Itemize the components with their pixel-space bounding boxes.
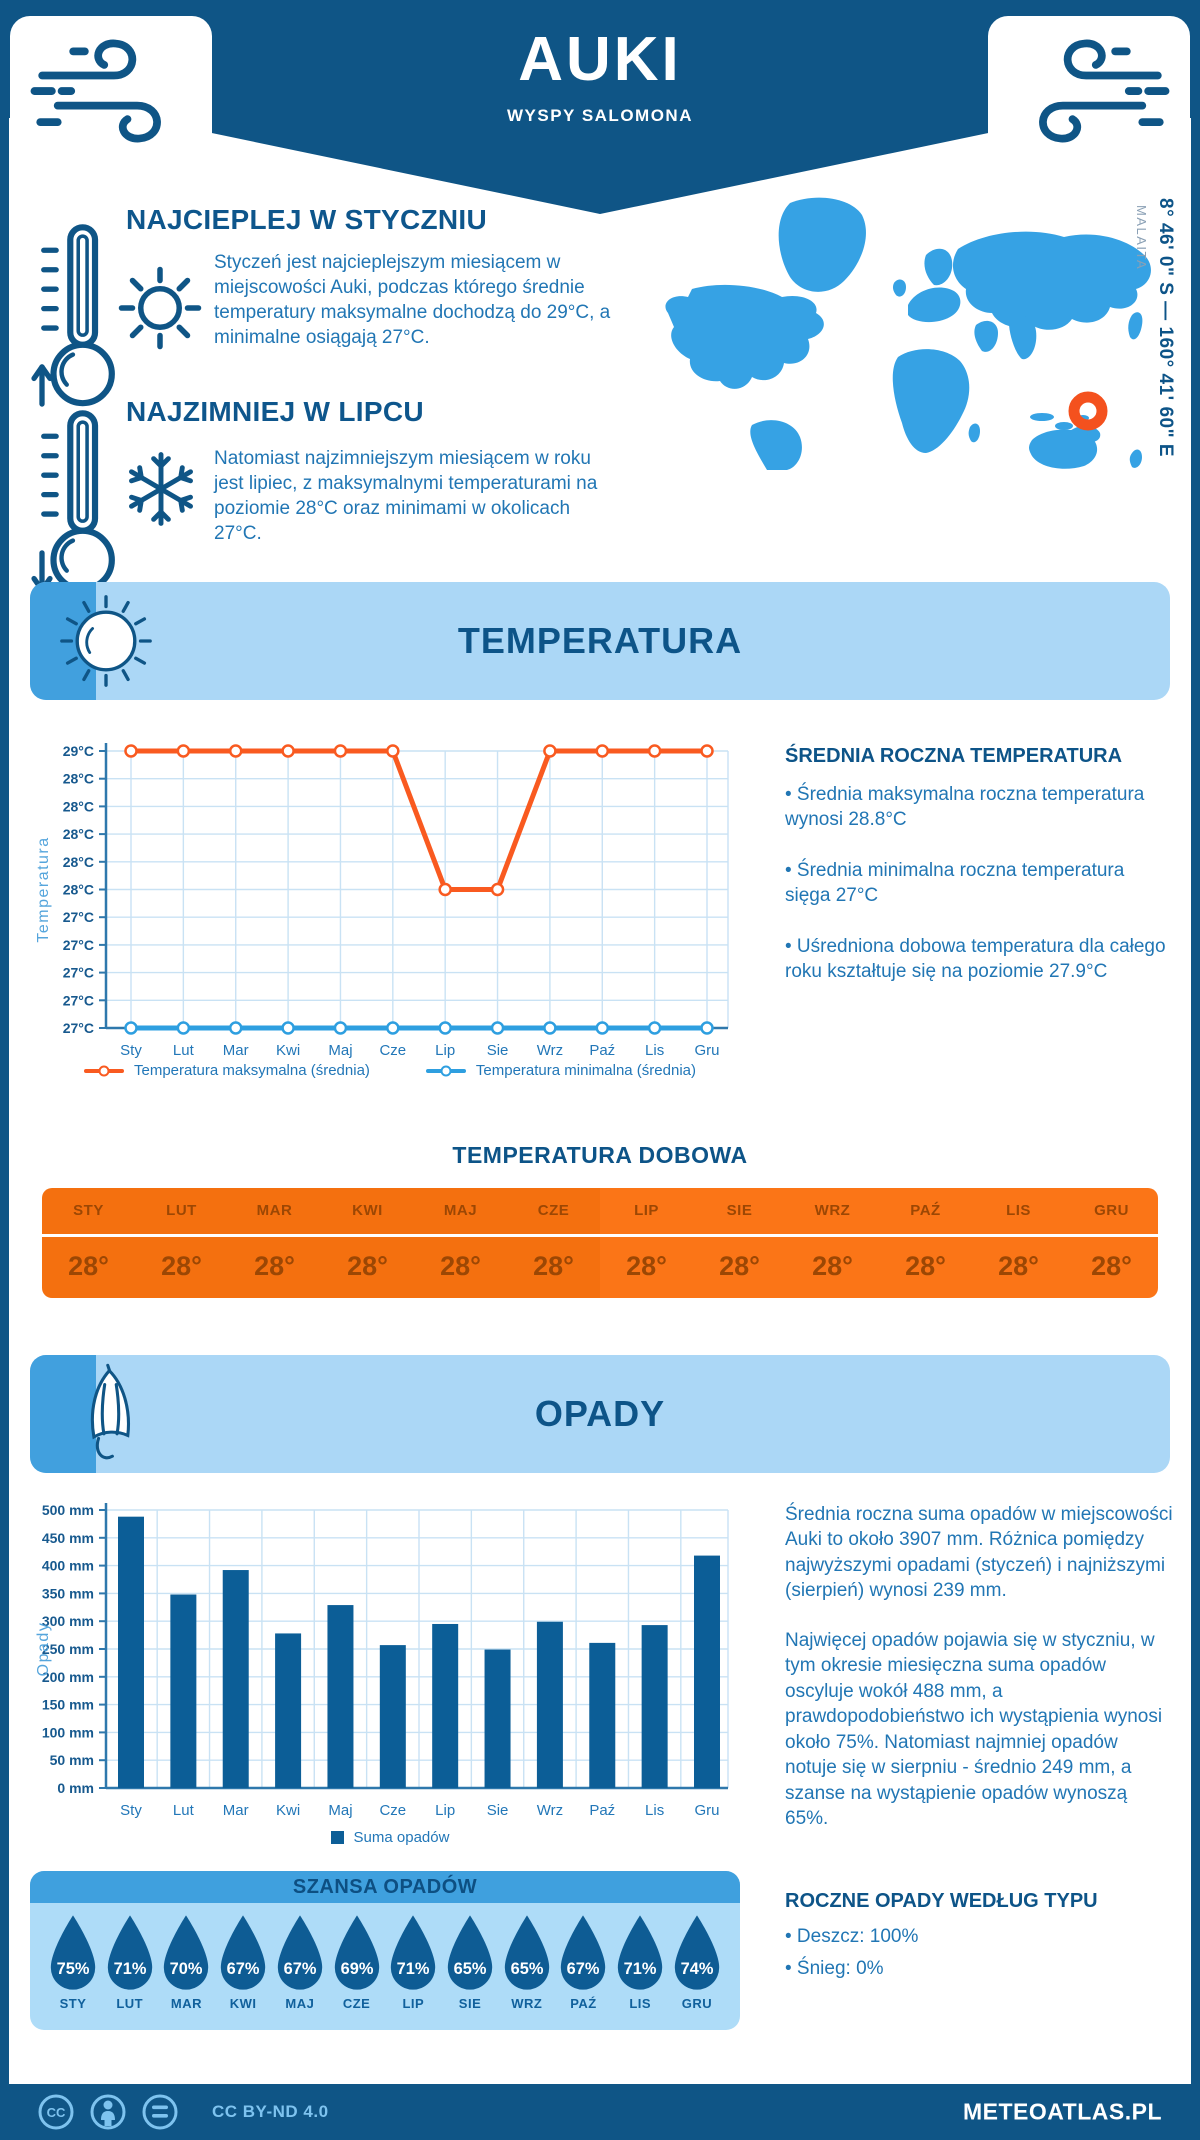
svg-text:350 mm: 350 mm xyxy=(41,1585,94,1602)
sun-icon xyxy=(116,264,204,352)
svg-text:28°C: 28°C xyxy=(62,798,94,815)
daily-table-column xyxy=(786,1188,879,1298)
daily-table-column xyxy=(879,1188,972,1298)
svg-text:75%: 75% xyxy=(56,1960,90,1979)
daily-table-column xyxy=(693,1188,786,1298)
svg-text:Sty: Sty xyxy=(120,1802,142,1819)
table-divider xyxy=(42,1234,1158,1237)
rain-chance-drops xyxy=(30,1903,740,2011)
daily-table-value: 28° xyxy=(68,1251,109,1281)
daily-table-value: 28° xyxy=(998,1251,1039,1281)
data-point xyxy=(649,1023,660,1034)
svg-text:Sie: Sie xyxy=(486,1042,509,1059)
license-label: CC BY-ND 4.0 xyxy=(212,2102,329,2121)
svg-text:Lip: Lip xyxy=(435,1802,456,1819)
temperature-line-chart xyxy=(30,735,750,1085)
rain-chance-drop xyxy=(670,1913,724,2011)
footer-bar xyxy=(0,2084,1200,2140)
precipitation-types-title: ROCZNE OPADY WEDŁUG TYPU xyxy=(785,1890,1098,1912)
data-point xyxy=(126,1023,137,1034)
svg-text:28°C: 28°C xyxy=(62,853,94,870)
page-title: AUKI xyxy=(518,25,682,94)
rain-chance-drop xyxy=(443,1913,497,2011)
svg-text:65%: 65% xyxy=(453,1960,487,1979)
bar xyxy=(642,1625,668,1788)
water-drop-icon xyxy=(273,1913,327,1993)
water-drop-icon xyxy=(216,1913,270,1993)
svg-text:50 mm: 50 mm xyxy=(49,1752,94,1769)
svg-text:Paź: Paź xyxy=(589,1802,616,1819)
svg-text:29°C: 29°C xyxy=(62,743,94,759)
bar xyxy=(485,1650,511,1788)
rain-chance-month: LIS xyxy=(629,1996,652,2011)
brand-label: METEOATLAS.PL xyxy=(962,2098,1162,2125)
rain-chance-month: SIE xyxy=(458,1996,482,2011)
warmest-text: Styczeń jest najcieplejszym miesiącem w miejscowości Auki, podczas którego średnie temperatury maksymalne dochodzą do 29°C, a minimalne osiągają 27°C. xyxy=(214,252,611,349)
daily-table-month: STY xyxy=(73,1202,104,1219)
cc-license-icons xyxy=(36,2092,186,2132)
legend-item: Temperatura minimalna (średnia) xyxy=(426,1062,696,1079)
rain-chance-drop xyxy=(273,1913,327,2011)
data-point xyxy=(335,1023,346,1034)
data-point xyxy=(126,746,137,757)
page-border-right xyxy=(1191,0,1200,2140)
rain-chance-drop xyxy=(556,1913,610,2011)
svg-text:67%: 67% xyxy=(226,1960,260,1979)
water-drop-icon xyxy=(443,1913,497,1993)
svg-text:Maj: Maj xyxy=(328,1042,353,1059)
bar xyxy=(694,1556,720,1788)
rain-chance-month: CZE xyxy=(342,1996,371,2011)
daily-table-value: 28° xyxy=(905,1251,946,1281)
data-point xyxy=(544,1023,555,1034)
water-drop-icon xyxy=(670,1913,724,1993)
daily-table-month: MAR xyxy=(256,1202,293,1219)
legend-item: Suma opadów xyxy=(331,1829,450,1846)
bar xyxy=(589,1643,615,1788)
daily-table-column xyxy=(507,1188,600,1298)
svg-text:28°C: 28°C xyxy=(62,770,94,787)
water-drop-icon xyxy=(159,1913,213,1993)
water-drop-icon xyxy=(330,1913,384,1993)
svg-text:0 mm: 0 mm xyxy=(57,1780,94,1796)
water-drop-icon xyxy=(613,1913,667,1993)
svg-text:71%: 71% xyxy=(113,1960,147,1979)
daily-table-value: 28° xyxy=(533,1251,574,1281)
daily-table-month: LIS xyxy=(1006,1202,1031,1219)
precipitation-type-item: • Śnieg: 0% xyxy=(785,1958,884,1979)
rain-chance-month: WRZ xyxy=(511,1996,543,2011)
daily-temperature-title: TEMPERATURA DOBOWA xyxy=(452,1142,748,1168)
water-drop-icon xyxy=(500,1913,554,1993)
svg-text:Wrz: Wrz xyxy=(536,1042,564,1059)
warmest-heading: NAJCIEPLEJ W STYCZNIU xyxy=(126,204,488,235)
rain-chance-drop xyxy=(500,1913,554,2011)
daily-table-column xyxy=(135,1188,228,1298)
rain-chance-month: PAŹ xyxy=(570,1996,597,2011)
daily-table-column xyxy=(972,1188,1065,1298)
svg-text:27°C: 27°C xyxy=(62,1020,94,1036)
daily-table-value: 28° xyxy=(254,1251,295,1281)
svg-text:300 mm: 300 mm xyxy=(41,1613,94,1630)
rain-chance-title: SZANSA OPADÓW xyxy=(30,1871,740,1903)
bar xyxy=(118,1517,144,1788)
daily-table-column xyxy=(228,1188,321,1298)
svg-text:100 mm: 100 mm xyxy=(41,1724,94,1741)
svg-text:500 mm: 500 mm xyxy=(41,1502,94,1518)
rain-chance-panel xyxy=(30,1871,740,2030)
svg-text:Kwi: Kwi xyxy=(276,1802,301,1819)
svg-text:Wrz: Wrz xyxy=(536,1802,564,1819)
daily-table-month: WRZ xyxy=(814,1202,851,1219)
data-point xyxy=(702,746,713,757)
svg-text:Gru: Gru xyxy=(694,1802,720,1819)
rain-chance-month: MAR xyxy=(170,1996,202,2011)
bar xyxy=(432,1624,458,1788)
temperature-stat-item: • Średnia maksymalna roczna temperatura wynosi 28.8°C xyxy=(785,784,1145,831)
daily-table-column xyxy=(42,1188,135,1298)
data-point xyxy=(387,1023,398,1034)
rain-chance-month: LIP xyxy=(402,1996,425,2011)
coldest-text: Natomiast najzimniejszym miesiącem w roku jest lipiec, z maksymalnymi temperaturami na poziomie 28°C oraz minimami w okolicach 27°C. xyxy=(214,448,598,545)
rain-chance-drop xyxy=(216,1913,270,2011)
svg-text:Gru: Gru xyxy=(694,1042,720,1059)
svg-text:Kwi: Kwi xyxy=(276,1042,301,1059)
daily-table-month: SIE xyxy=(726,1202,753,1219)
svg-text:250 mm: 250 mm xyxy=(41,1641,94,1657)
svg-text:Sie: Sie xyxy=(486,1802,509,1819)
daily-table-month: KWI xyxy=(352,1202,383,1219)
svg-text:400 mm: 400 mm xyxy=(41,1557,94,1574)
data-point xyxy=(387,746,398,757)
svg-text:Maj: Maj xyxy=(328,1802,353,1819)
svg-text:Lut: Lut xyxy=(172,1042,194,1059)
data-point xyxy=(230,746,241,757)
bar xyxy=(537,1622,563,1788)
rain-chance-drop xyxy=(159,1913,213,2011)
data-point xyxy=(283,746,294,757)
svg-text:74%: 74% xyxy=(680,1960,714,1979)
precipitation-type-item: • Deszcz: 100% xyxy=(785,1926,919,1947)
water-drop-icon xyxy=(386,1913,440,1993)
svg-text:27°C: 27°C xyxy=(62,909,94,926)
daily-table-value: 28° xyxy=(161,1251,202,1281)
rain-chance-drop xyxy=(46,1913,100,2011)
data-point xyxy=(335,746,346,757)
water-drop-icon xyxy=(46,1913,100,1993)
snowflake-icon xyxy=(120,448,202,530)
svg-text:150 mm: 150 mm xyxy=(41,1696,94,1713)
daily-table-month: MAJ xyxy=(443,1202,478,1219)
data-point xyxy=(597,746,608,757)
svg-text:69%: 69% xyxy=(340,1960,373,1979)
precipitation-chart-legend xyxy=(60,1829,720,1846)
region-label: MALAITA xyxy=(1134,205,1149,271)
precipitation-section-title: OPADY xyxy=(534,1393,666,1434)
coldest-heading: NAJZIMNIEJ W LIPCU xyxy=(126,396,424,427)
svg-text:CC: CC xyxy=(46,2105,66,2120)
svg-text:Sty: Sty xyxy=(120,1042,142,1059)
svg-text:Lip: Lip xyxy=(435,1042,456,1059)
precipitation-paragraph: Średnia roczna suma opadów w miejscowości Auki to około 3907 mm. Różnica pomiędzy najwyższymi opadami (styczeń) i najniższymi (sierpień) wynosi 239 mm. xyxy=(785,1504,1173,1602)
temperature-section-banner xyxy=(30,582,1170,700)
temperature-stat-item: • Średnia minimalna roczna temperatura sięga 27°C xyxy=(785,860,1125,907)
daily-table-column xyxy=(1065,1188,1158,1298)
svg-text:27°C: 27°C xyxy=(62,992,94,1009)
data-point xyxy=(597,1023,608,1034)
rain-chance-month: LUT xyxy=(116,1996,144,2011)
rain-chance-month: MAJ xyxy=(285,1996,315,2011)
svg-text:28°C: 28°C xyxy=(62,881,94,898)
bar xyxy=(223,1570,249,1788)
rain-chance-month: KWI xyxy=(229,1996,257,2011)
world-map xyxy=(640,185,1160,470)
daily-table-column xyxy=(600,1188,693,1298)
svg-text:67%: 67% xyxy=(567,1960,600,1979)
thermometer-up-icon xyxy=(30,222,130,412)
line-series xyxy=(131,751,707,890)
thermometer-down-icon xyxy=(30,408,130,598)
data-point xyxy=(440,884,451,895)
svg-text:Opady: Opady xyxy=(35,1621,52,1677)
water-drop-icon xyxy=(103,1913,157,1993)
svg-text:27°C: 27°C xyxy=(62,936,94,953)
data-point xyxy=(178,1023,189,1034)
daily-table-value: 28° xyxy=(626,1251,667,1281)
rain-chance-drop xyxy=(330,1913,384,2011)
daily-table-month: LIP xyxy=(634,1202,659,1219)
svg-text:65%: 65% xyxy=(510,1960,544,1979)
bar xyxy=(275,1633,301,1788)
daily-table-value: 28° xyxy=(347,1251,388,1281)
svg-text:Lut: Lut xyxy=(172,1802,194,1819)
precipitation-paragraph: Najwięcej opadów pojawia się w styczniu, w tym okresie miesięczna suma opadów oscyluje wokół 488 mm, a prawdopodobieństwo ich wystąpienia wynosi około 75%. Natomiast najmniej opadów notuje się w sierpniu - średnio 249 mm, a szanse na wystąpienie opadów wynoszą 65%. xyxy=(785,1630,1163,1830)
coordinates-label: 8° 46' 0" S — 160° 41' 60" E xyxy=(1155,198,1176,458)
rain-chance-month: STY xyxy=(59,1996,87,2011)
data-point xyxy=(544,746,555,757)
temperature-section-title: TEMPERATURA xyxy=(457,620,743,661)
svg-text:70%: 70% xyxy=(170,1960,203,1979)
bar xyxy=(380,1645,406,1788)
daily-table-column xyxy=(414,1188,507,1298)
svg-text:71%: 71% xyxy=(623,1960,657,1979)
daily-table-column xyxy=(321,1188,414,1298)
rain-chance-drop xyxy=(386,1913,440,2011)
svg-text:Lis: Lis xyxy=(645,1802,665,1819)
water-drop-icon xyxy=(556,1913,610,1993)
svg-text:Paź: Paź xyxy=(589,1042,616,1059)
svg-text:Cze: Cze xyxy=(379,1042,407,1059)
data-point xyxy=(283,1023,294,1034)
bar xyxy=(170,1595,196,1788)
svg-text:450 mm: 450 mm xyxy=(41,1529,94,1546)
precipitation-section-banner xyxy=(30,1355,1170,1473)
daily-table-month: GRU xyxy=(1094,1202,1129,1219)
svg-text:200 mm: 200 mm xyxy=(41,1668,94,1685)
daily-table-month: PAŹ xyxy=(910,1202,941,1219)
page-border-left xyxy=(0,0,9,2140)
svg-text:Mar: Mar xyxy=(222,1802,249,1819)
daily-table-month: CZE xyxy=(537,1202,570,1219)
svg-text:27°C: 27°C xyxy=(62,964,94,981)
daily-table-value: 28° xyxy=(812,1251,853,1281)
svg-text:28°C: 28°C xyxy=(62,826,94,843)
rain-chance-month: GRU xyxy=(681,1996,713,2011)
data-point xyxy=(702,1023,713,1034)
data-point xyxy=(440,1023,451,1034)
temperature-chart-legend xyxy=(60,1062,720,1079)
daily-temperature-table xyxy=(42,1188,1158,1298)
temperature-stats-title: ŚREDNIA ROCZNA TEMPERATURA xyxy=(785,745,1123,767)
daily-table-month: LUT xyxy=(166,1202,197,1219)
data-point xyxy=(492,1023,503,1034)
temperature-stat-item: • Uśredniona dobowa temperatura dla całego roku kształtuje się na poziomie 27.9°C xyxy=(785,936,1166,983)
svg-text:Mar: Mar xyxy=(222,1042,249,1059)
bar xyxy=(327,1605,353,1788)
daily-table-value: 28° xyxy=(719,1251,760,1281)
rain-chance-drop xyxy=(103,1913,157,2011)
svg-text:71%: 71% xyxy=(396,1960,430,1979)
location-marker-icon xyxy=(1074,397,1102,425)
daily-table-value: 28° xyxy=(1091,1251,1132,1281)
data-point xyxy=(178,746,189,757)
legend-item: Temperatura maksymalna (średnia) xyxy=(84,1062,370,1079)
data-point xyxy=(649,746,660,757)
svg-text:67%: 67% xyxy=(283,1960,317,1979)
svg-text:Cze: Cze xyxy=(379,1802,407,1819)
precipitation-bar-chart xyxy=(30,1495,750,1830)
svg-text:Lis: Lis xyxy=(645,1042,665,1059)
page-subtitle: WYSPY SALOMONA xyxy=(507,106,693,125)
daily-table-value: 28° xyxy=(440,1251,481,1281)
data-point xyxy=(492,884,503,895)
rain-chance-drop xyxy=(613,1913,667,2011)
data-point xyxy=(230,1023,241,1034)
svg-text:Temperatura: Temperatura xyxy=(35,836,52,943)
